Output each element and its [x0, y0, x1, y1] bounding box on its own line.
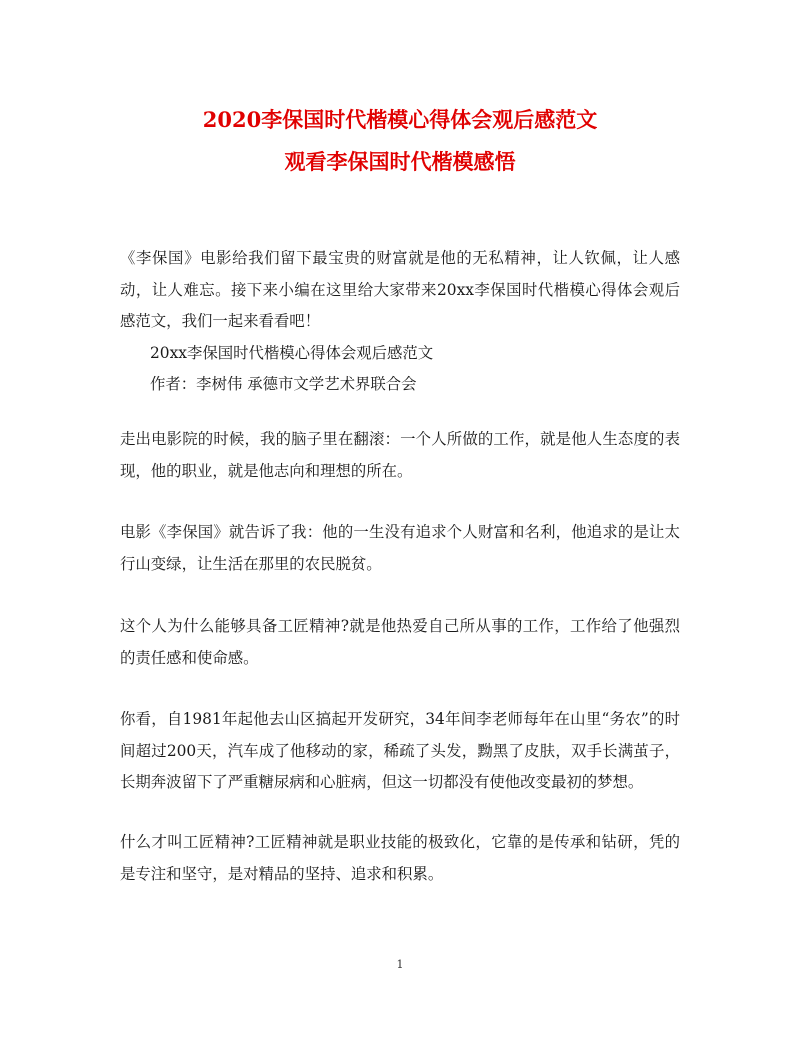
- paragraph-text: 电影《李保国》就告诉了我：他的一生没有追求个人财富和名利，他追求的是让太行山变绿，让生活在那里的农民脱贫。: [120, 523, 680, 573]
- paragraph-text: 什么才叫工匠精神?工匠精神就是职业技能的极致化，它靠的是传承和钻研，凭的是专注和坚守，是对精品的坚持、追求和积累。: [120, 833, 680, 883]
- paragraph-text: 这个人为什么能够具备工匠精神?就是他热爱自己所从事的工作，工作给了他强烈的责任感和使命感。: [120, 617, 680, 667]
- article-heading: 20xx李保国时代楷模心得体会观后感范文: [150, 343, 434, 362]
- body-paragraph: [120, 424, 680, 487]
- page-number: 1: [396, 958, 404, 971]
- intro-section: [120, 243, 680, 401]
- body-paragraph: [120, 517, 680, 580]
- author-line: 作者：李树伟 承德市文学艺术界联合会: [150, 375, 417, 393]
- body-paragraph: [120, 827, 680, 890]
- paragraph-text: 你看，自1981年起他去山区搞起开发研究，34年间李老师每年在山里“务农”的时间超过200天，汽车成了他移动的家，稀疏了头发，黝黑了皮肤，双手长满茧子，长期奔波留下了严重糖尿病和心脏病，但这一切都没有使他改变最初的梦想。: [120, 710, 680, 791]
- paragraph-text: 走出电影院的时候，我的脑子里在翻滚：一个人所做的工作，就是他人生态度的表现，他的职业，就是他志向和理想的所在。: [120, 430, 680, 480]
- intro-paragraph: 《李保国》电影给我们留下最宝贵的财富就是他的无私精神，让人钦佩，让人感动，让人难忘。接下来小编在这里给大家带来20xx李保国时代楷模心得体会观后感范文，我们一起来看看吧！: [120, 249, 680, 330]
- document-subtitle: 观看李保国时代楷模感悟: [284, 149, 516, 174]
- body-paragraph: [120, 704, 680, 799]
- body-paragraph: [120, 611, 680, 674]
- document-title: 2020李保国时代楷模心得体会观后感范文: [202, 107, 598, 132]
